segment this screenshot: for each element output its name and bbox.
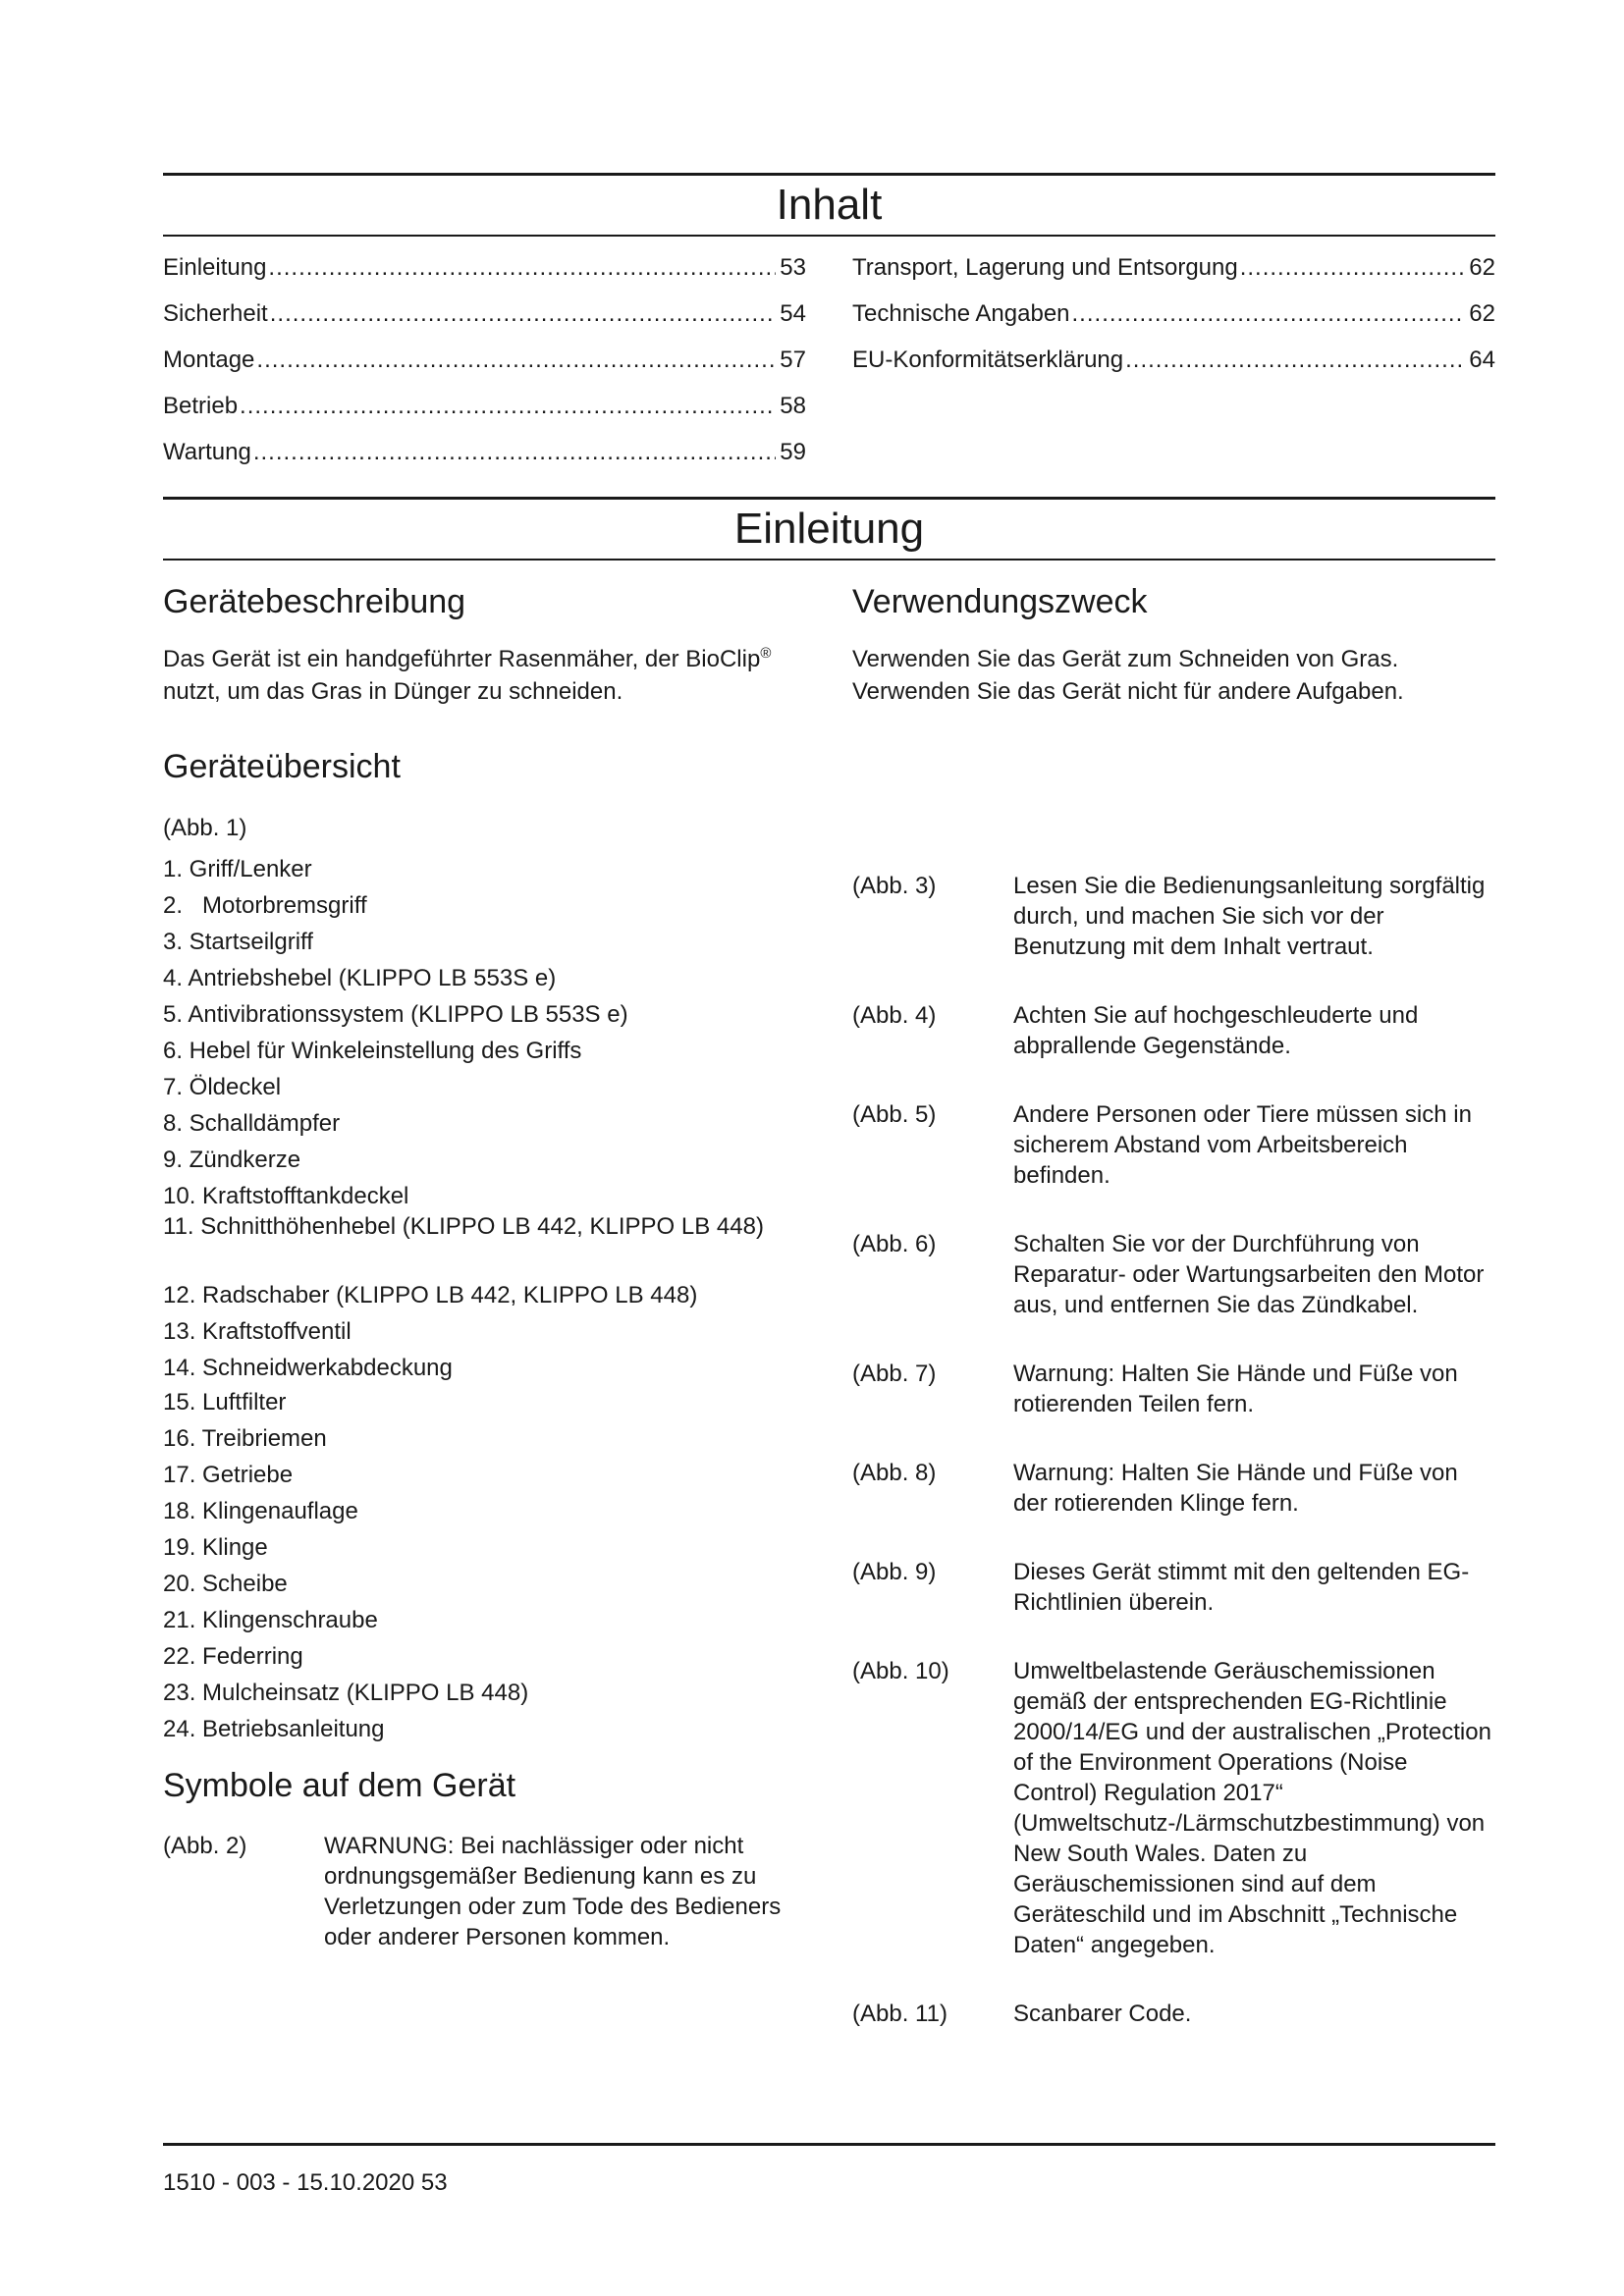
toc-entry-page: 62 <box>1469 300 1495 327</box>
toc-entry-page: 58 <box>780 393 806 419</box>
table-of-contents <box>163 244 1495 475</box>
toc-entry-label: Technische Angaben <box>852 300 1070 327</box>
toc-leader <box>256 337 776 383</box>
list-item: 3. Startseilgriff <box>163 929 313 955</box>
toc-leader <box>268 244 776 291</box>
symbol-figure-ref: (Abb. 10) <box>852 1658 949 1684</box>
symbol-figure-ref: (Abb. 2) <box>163 1833 247 1859</box>
symbol-description: Umweltbelastende Geräuschemissionen gemäß der entsprechenden EG-Richtlinie 2000/14/EG und der australischen „Protection of the Environment Operations (Noise Control) Regulation 2017“ (Umweltschutz-/Lärmschutzbestimmung) von New South Wales. Daten zu Geräuschemissionen sind auf dem Geräteschild und im Abschnitt „Technische Daten“ angegeben. <box>1013 1658 1491 1958</box>
symbol-entry <box>852 1000 1495 1061</box>
toc-entry-label: Transport, Lagerung und Entsorgung <box>852 254 1238 281</box>
toc-entry-page: 59 <box>780 439 806 465</box>
toc-entry[interactable] <box>852 244 1495 291</box>
list-item: 12. Radschaber (KLIPPO LB 442, KLIPPO LB 448) <box>163 1282 698 1308</box>
intro-title: Einleitung <box>733 505 925 553</box>
toc-entry-page: 64 <box>1469 347 1495 373</box>
symbol-description: Achten Sie auf hochgeschleuderte und abprallende Gegenstände. <box>1013 1002 1419 1059</box>
symbols-heading: Symbole auf dem Gerät <box>163 1767 516 1804</box>
toc-entry-label: Montage <box>163 347 255 373</box>
toc-entry-label: Einleitung <box>163 254 267 281</box>
purpose-heading: Verwendungszweck <box>852 583 1148 620</box>
parts-list <box>163 854 806 1750</box>
list-item: 2. Motorbremsgriff <box>163 892 367 919</box>
symbol-entry <box>852 1229 1495 1320</box>
toc-right-column <box>852 244 1495 475</box>
symbol-entry <box>163 1831 806 1952</box>
page-footer: 1510 - 003 - 15.10.2020 53 <box>163 2169 448 2196</box>
toc-title: Inhalt <box>776 181 883 229</box>
list-item: 23. Mulcheinsatz (KLIPPO LB 448) <box>163 1680 529 1706</box>
symbol-figure-ref: (Abb. 7) <box>852 1361 937 1387</box>
list-item: 15. Luftfilter <box>163 1389 287 1415</box>
intro-title-rule <box>163 559 1495 561</box>
description-heading: Gerätebeschreibung <box>163 583 466 620</box>
list-item: 1. Griff/Lenker <box>163 856 312 882</box>
toc-entry-label: EU-Konformitätserklärung <box>852 347 1124 373</box>
symbol-entry <box>852 871 1495 962</box>
symbol-entry <box>852 1099 1495 1191</box>
toc-leader <box>240 383 776 429</box>
symbol-description: Scanbarer Code. <box>1013 2001 1192 2027</box>
toc-entry[interactable] <box>163 337 806 383</box>
symbol-figure-ref: (Abb. 11) <box>852 2001 947 2027</box>
list-item: 6. Hebel für Winkeleinstellung des Griffs <box>163 1038 582 1064</box>
toc-leader <box>253 429 776 475</box>
toc-title-rule <box>163 235 1495 237</box>
symbol-description: Dieses Gerät stimmt mit den geltenden EG-Richtlinien überein. <box>1013 1559 1470 1616</box>
list-item: 20. Scheibe <box>163 1571 288 1597</box>
description-text-part: Das Gerät ist ein handgeführter Rasenmäher, der BioClip <box>163 646 761 672</box>
intro-columns <box>163 582 1495 2067</box>
list-item: 13. Kraftstoffventil <box>163 1318 352 1345</box>
symbol-description: Schalten Sie vor der Durchführung von Reparatur- oder Wartungsarbeiten den Motor aus, und entfernen Sie das Zündkabel. <box>1013 1231 1485 1318</box>
symbol-figure-ref: (Abb. 4) <box>852 1002 937 1029</box>
list-item: 7. Öldeckel <box>163 1074 282 1100</box>
list-item: 11. Schnitthöhenhebel (KLIPPO LB 442, KLIPPO LB 448) <box>163 1213 764 1240</box>
symbol-entry <box>852 1359 1495 1419</box>
toc-leader <box>1240 244 1466 291</box>
intro-left-column <box>163 582 806 2067</box>
toc-entry[interactable] <box>163 244 806 291</box>
description-text <box>163 643 806 708</box>
symbol-description: Warnung: Halten Sie Hände und Füße von der rotierenden Klinge fern. <box>1013 1460 1458 1517</box>
symbol-description: WARNUNG: Bei nachlässiger oder nicht ordnungsgemäßer Bedienung kann es zu Verletzungen oder zum Tode des Bedieners oder anderer Personen kommen. <box>324 1833 782 1950</box>
toc-entry-page: 53 <box>780 254 806 281</box>
list-item: 17. Getriebe <box>163 1462 294 1488</box>
symbol-entry <box>852 1458 1495 1519</box>
list-item: 9. Zündkerze <box>163 1147 301 1173</box>
list-item: 19. Klinge <box>163 1534 268 1561</box>
registered-mark: ® <box>760 645 772 662</box>
purpose-text: Verwenden Sie das Gerät zum Schneiden von Gras. Verwenden Sie das Gerät nicht für andere Aufgaben. <box>852 646 1404 705</box>
symbol-description: Lesen Sie die Bedienungsanleitung sorgfältig durch, und machen Sie sich vor der Benutzung mit dem Inhalt vertraut. <box>1013 873 1486 960</box>
toc-entry[interactable] <box>163 383 806 429</box>
description-text-part: nutzt, um das Gras in Dünger zu schneiden. <box>163 678 623 705</box>
toc-entry-label: Wartung <box>163 439 251 465</box>
overview-heading: Geräteübersicht <box>163 748 401 785</box>
list-item: 14. Schneidwerkabdeckung <box>163 1355 453 1381</box>
symbol-figure-ref: (Abb. 6) <box>852 1231 937 1257</box>
list-item: 5. Antivibrationssystem (KLIPPO LB 553S e) <box>163 1001 628 1028</box>
list-item: 8. Schalldämpfer <box>163 1110 341 1137</box>
overview-figure-ref: (Abb. 1) <box>163 815 247 841</box>
toc-leader <box>1125 337 1465 383</box>
symbol-description: Andere Personen oder Tiere müssen sich in sicherem Abstand vom Arbeitsbereich befinden. <box>1013 1101 1472 1189</box>
toc-entry-label: Betrieb <box>163 393 239 419</box>
symbol-entry <box>852 1656 1495 1960</box>
toc-entry-page: 54 <box>780 300 806 327</box>
symbol-figure-ref: (Abb. 5) <box>852 1101 937 1128</box>
list-item: 22. Federring <box>163 1643 303 1670</box>
toc-left-column <box>163 244 806 475</box>
toc-entry-page: 57 <box>780 347 806 373</box>
toc-leader <box>270 291 777 337</box>
symbol-figure-ref: (Abb. 9) <box>852 1559 937 1585</box>
toc-entry[interactable] <box>852 291 1495 337</box>
symbol-figure-ref: (Abb. 3) <box>852 873 937 899</box>
list-item: 16. Treibriemen <box>163 1425 327 1452</box>
list-item: 24. Betriebsanleitung <box>163 1716 385 1742</box>
intro-right-column <box>852 582 1495 2067</box>
toc-leader <box>1072 291 1466 337</box>
toc-entry[interactable] <box>163 429 806 475</box>
toc-entry-label: Sicherheit <box>163 300 268 327</box>
list-item: 21. Klingenschraube <box>163 1607 378 1633</box>
toc-entry-page: 62 <box>1469 254 1495 281</box>
list-item: 4. Antriebshebel (KLIPPO LB 553S e) <box>163 965 557 991</box>
page <box>163 173 1495 2067</box>
footer-rule <box>163 2143 1495 2146</box>
toc-entry[interactable] <box>163 291 806 337</box>
toc-entry[interactable] <box>852 337 1495 383</box>
symbols-list-right <box>852 871 1495 2029</box>
symbol-figure-ref: (Abb. 8) <box>852 1460 937 1486</box>
symbol-description: Warnung: Halten Sie Hände und Füße von rotierenden Teilen fern. <box>1013 1361 1458 1417</box>
symbol-entry <box>852 1999 1495 2029</box>
symbol-entry <box>852 1557 1495 1618</box>
list-item: 18. Klingenauflage <box>163 1498 358 1524</box>
list-item: 10. Kraftstofftankdeckel <box>163 1183 409 1209</box>
